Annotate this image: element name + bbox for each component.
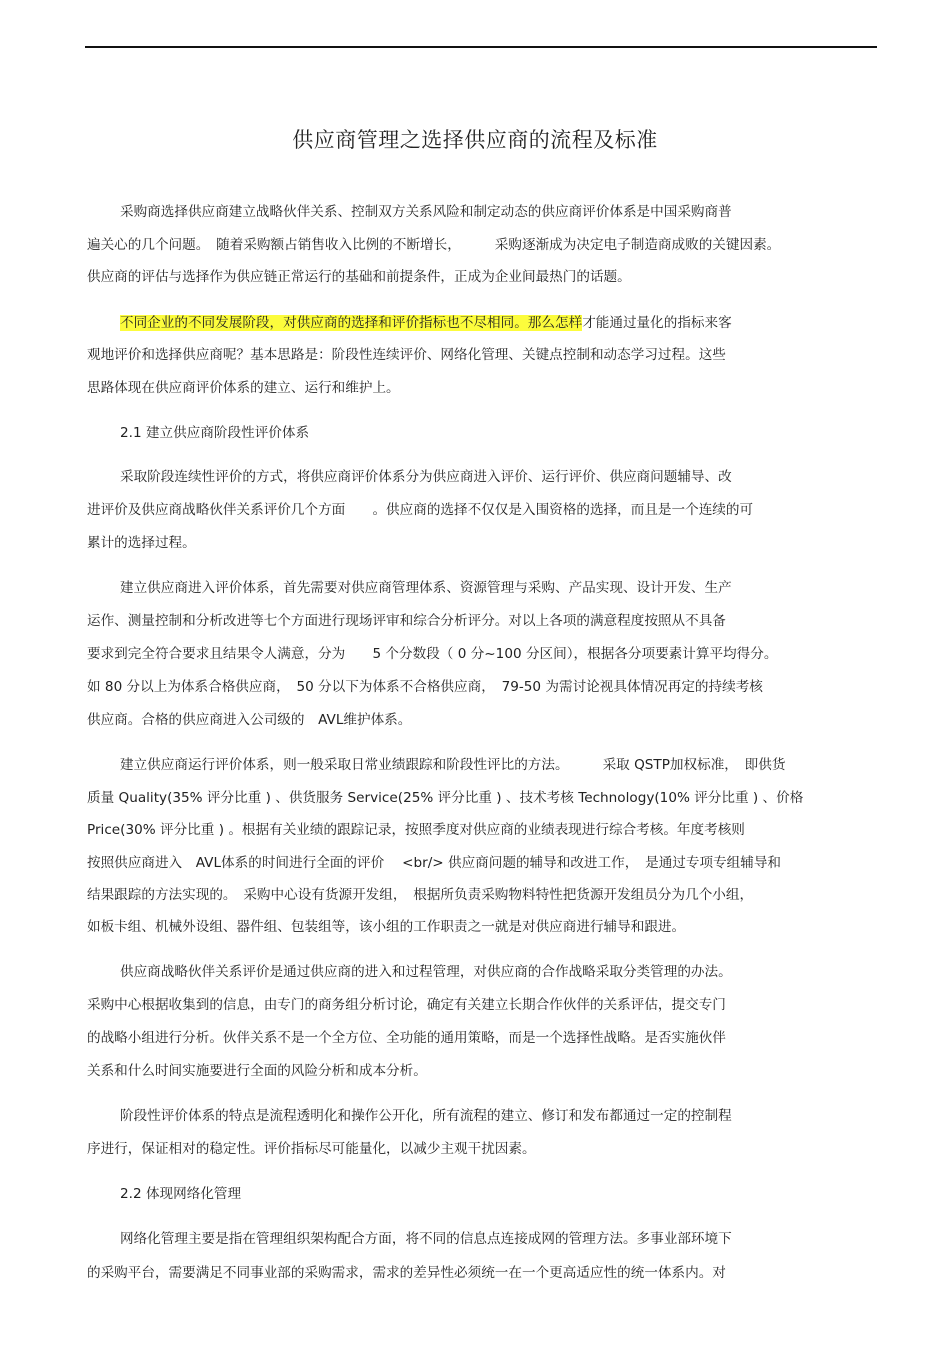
text-line: 进评价及供应商战略伙伴关系评价几个方面 。供应商的选择不仅仅是入围资格的选择，而且是一个连续的可 [87,502,754,518]
text-line: 网络化管理主要是指在管理组织架构配合方面，将不同的信息点连接成网的管理方法。多事业部环境下 [120,1231,732,1247]
text-line: 运作、测量控制和分析改进等七个方面进行现场评审和综合分析评分。对以上各项的满意程度按照从不具备 [87,613,726,629]
text-line: 如 80 分以上为体系合格供应商， 50 分以下为体系不合格供应商， 79-50 为需讨论视具体情况再定的持续考核 [87,679,763,695]
text-line: 思路体现在供应商评价体系的建立、运行和维护上。 [87,380,400,396]
text-line: 供应商的评估与选择作为供应链正常运行的基础和前提条件，正成为企业间最热门的话题。 [87,269,631,285]
text-line: 累计的选择过程。 [87,535,196,551]
text-line: 如板卡组、机械外设组、器件组、包装组等，该小组的工作职责之一就是对供应商进行辅导和跟进。 [87,919,686,935]
highlighted-text: 不同企业的不同发展阶段，对供应商的选择和评价指标也不尽相同。那么怎样 [120,315,583,331]
text-line: 质量 Quality(35% 评分比重 ) 、供货服务 Service(25% 评分比重 ) 、技术考核 Technology(10% 评分比重 ) 、价格 [87,790,804,806]
top-rule [85,46,877,48]
text-line: 的战略小组进行分析。伙伴关系不是一个全方位、全功能的通用策略，而是一个选择性战略。是否实施伙伴 [87,1030,726,1046]
text-line: 采取阶段连续性评价的方式，将供应商评价体系分为供应商进入评价、运行评价、供应商问题辅导、改 [120,469,732,485]
text-line: 观地评价和选择供应商呢？基本思路是：阶段性连续评价、网络化管理、关键点控制和动态学习过程。这些 [87,347,726,363]
text-line: 建立供应商进入评价体系，首先需要对供应商管理体系、资源管理与采购、产品实现、设计开发、生产 [120,580,732,596]
text-line: 遍关心的几个问题。 随着采购额占销售收入比例的不断增长， 采购逐渐成为决定电子制造商成败的关键因素。 [87,237,781,253]
text-line: Price(30% 评分比重 ) 。根据有关业绩的跟踪记录，按照季度对供应商的业绩表现进行综合考核。年度考核则 [87,822,745,838]
text-line [120,313,732,333]
text-line: 序进行，保证相对的稳定性。评价指标尽可能量化，以减少主观干扰因素。 [87,1141,536,1157]
document-title: 供应商管理之选择供应商的流程及标准 [292,128,658,152]
text-line: 要求到完全符合要求且结果令人满意，分为 5 个分数段（ 0 分~100 分区间），根据各分项要素计算平均得分。 [87,646,778,662]
section-heading: 2.2 体现网络化管理 [120,1186,242,1202]
section-heading: 2.1 建立供应商阶段性评价体系 [120,425,310,441]
text-line: 采购商选择供应商建立战略伙伴关系、控制双方关系风险和制定动态的供应商评价体系是中国采购商普 [120,204,732,220]
text-line: 建立供应商运行评价体系，则一般采取日常业绩跟踪和阶段性评比的方法。 采取 QSTP加权标准， 即供货 [120,757,786,773]
text-line: 关系和什么时间实施要进行全面的风险分析和成本分析。 [87,1063,427,1079]
text-segment: 才能通过量化的指标来客 [582,315,732,331]
text-line: 的采购平台，需要满足不同事业部的采购需求，需求的差异性必须统一在一个更高适应性的统一体系内。对 [87,1265,726,1281]
text-line: 供应商。合格的供应商进入公司级的 AVL维护体系。 [87,712,412,728]
text-line: 采购中心根据收集到的信息，由专门的商务组分析讨论，确定有关建立长期合作伙伴的关系评估，提交专门 [87,997,726,1013]
text-line: 结果跟踪的方法实现的。 采购中心设有货源开发组， 根据所负责采购物料特性把货源开发组员分为几个小组， [87,887,754,903]
text-line: 供应商战略伙伴关系评价是通过供应商的进入和过程管理，对供应商的合作战略采取分类管理的办法。 [120,964,732,980]
text-line: 阶段性评价体系的特点是流程透明化和操作公开化，所有流程的建立、修订和发布都通过一定的控制程 [120,1108,732,1124]
text-line: 按照供应商进入 AVL体系的时间进行全面的评价 <br/> 供应商问题的辅导和改进工作， 是通过专项专组辅导和 [87,855,782,871]
